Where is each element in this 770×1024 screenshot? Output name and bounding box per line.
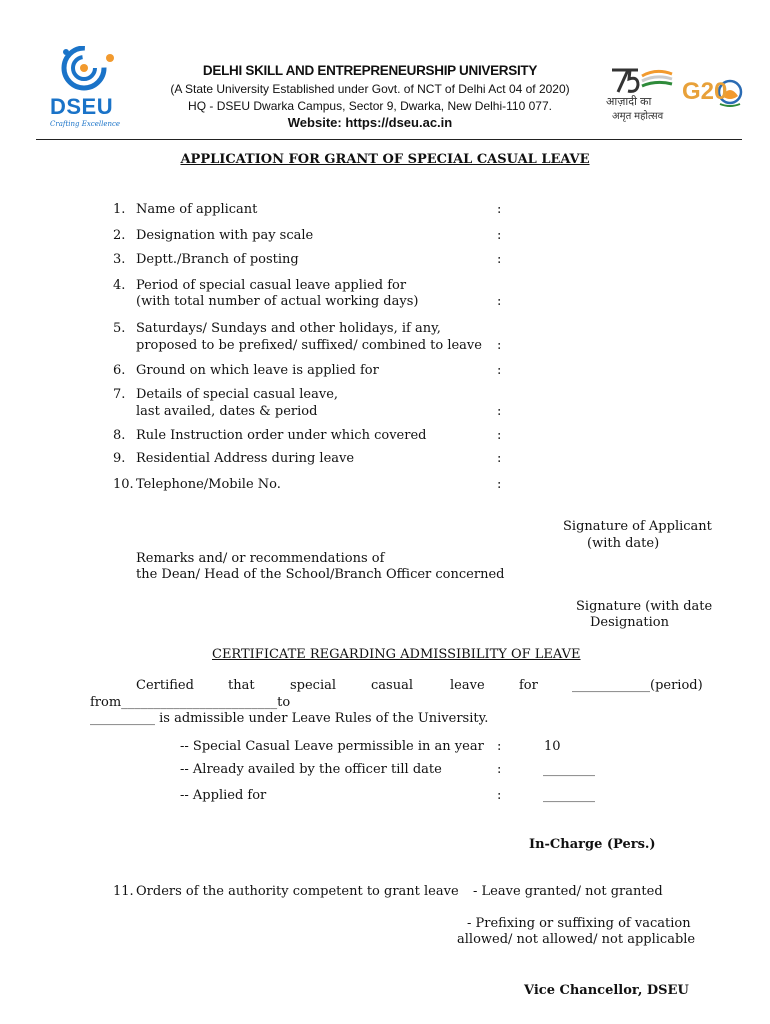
vice-chancellor-signatory: Vice Chancellor, DSEU bbox=[524, 983, 689, 998]
orders-label: Orders of the authority competent to grant leave bbox=[136, 884, 459, 899]
certificate-word: for bbox=[519, 678, 538, 693]
field-colon: : bbox=[497, 338, 502, 353]
field-number: 7. bbox=[113, 387, 126, 402]
dseu-emblem-icon bbox=[44, 46, 132, 96]
g20-wordmark: G20 bbox=[682, 78, 728, 105]
field-colon: : bbox=[497, 739, 502, 754]
field-label-rule: Rule Instruction order under which covered bbox=[136, 428, 427, 443]
certificate-row-label: -- Special Casual Leave permissible in an year bbox=[180, 739, 484, 754]
certificate-word: that bbox=[228, 678, 255, 693]
signature-applicant-date: (with date) bbox=[587, 536, 660, 551]
field-label-details-line-1: Details of special casual leave, bbox=[136, 387, 339, 402]
university-established: (A State University Established under Govt. of NCT of Delhi Act 04 of 2020) bbox=[170, 82, 570, 96]
dseu-logo bbox=[44, 46, 132, 132]
azadi-ka-amrit-mahotsav-logo bbox=[604, 66, 678, 122]
logo-wordmark: DSEU bbox=[50, 94, 114, 119]
azadi-line-2: अमृत महोत्सव bbox=[612, 111, 664, 122]
certificate-period-blank: ____________(period) bbox=[572, 678, 703, 693]
field-label-holidays-line-1: Saturdays/ Sundays and other holidays, if any, bbox=[136, 321, 441, 336]
field-number: 3. bbox=[113, 252, 126, 267]
certificate-row-label: -- Already availed by the officer till date bbox=[180, 762, 442, 777]
orders-option-granted: - Leave granted/ not granted bbox=[473, 884, 663, 899]
signature-officer-designation: Designation bbox=[590, 615, 669, 630]
signature-officer-label: Signature (with date bbox=[576, 599, 713, 614]
university-address: HQ - DSEU Dwarka Campus, Sector 9, Dwarka, New Delhi-110 077. bbox=[188, 99, 552, 113]
field-colon: : bbox=[497, 228, 502, 243]
field-number: 11. bbox=[113, 884, 134, 899]
field-colon: : bbox=[497, 363, 502, 378]
field-number: 9. bbox=[113, 451, 126, 466]
field-colon: : bbox=[497, 451, 502, 466]
university-website: Website: https://dseu.ac.in bbox=[287, 115, 453, 130]
field-colon: : bbox=[497, 252, 502, 267]
field-label-ground: Ground on which leave is applied for bbox=[136, 363, 379, 378]
form-title: APPLICATION FOR GRANT OF SPECIAL CASUAL LEAVE bbox=[180, 152, 590, 167]
field-label-telephone: Telephone/Mobile No. bbox=[136, 477, 281, 492]
certificate-word: casual bbox=[371, 678, 413, 693]
incharge-signatory: In-Charge (Pers.) bbox=[529, 837, 656, 852]
remarks-line-2: the Dean/ Head of the School/Branch Officer concerned bbox=[136, 567, 505, 582]
certificate-word: Certified bbox=[136, 678, 194, 693]
certificate-from-line: from________________________to bbox=[90, 695, 291, 710]
certificate-row-label: -- Applied for bbox=[180, 788, 267, 803]
field-label-branch: Deptt./Branch of posting bbox=[136, 252, 299, 267]
certificate-admissible-line: __________ is admissible under Leave Rules of the University. bbox=[90, 711, 489, 726]
remarks-line-1: Remarks and/ or recommendations of bbox=[136, 551, 385, 566]
field-label-details-line-2: last availed, dates & period bbox=[136, 404, 318, 419]
field-colon: : bbox=[497, 202, 502, 217]
header-divider bbox=[36, 139, 742, 140]
field-colon: : bbox=[497, 294, 502, 309]
field-label-designation: Designation with pay scale bbox=[136, 228, 314, 243]
field-number: 1. bbox=[113, 202, 126, 217]
certificate-word: leave bbox=[450, 678, 485, 693]
azadi-line-1: आज़ादी का bbox=[606, 96, 652, 108]
field-label-address: Residential Address during leave bbox=[136, 451, 355, 466]
field-colon: : bbox=[497, 788, 502, 803]
field-number: 2. bbox=[113, 228, 126, 243]
field-colon: : bbox=[497, 428, 502, 443]
field-label-period-line-2: (with total number of actual working days) bbox=[136, 294, 419, 309]
field-colon: : bbox=[497, 762, 502, 777]
certificate-row-value: ________ bbox=[543, 762, 595, 777]
orders-option-prefix-line-2: allowed/ not allowed/ not applicable bbox=[457, 932, 696, 947]
signature-applicant-label: Signature of Applicant bbox=[563, 519, 712, 534]
field-label-holidays-line-2: proposed to be prefixed/ suffixed/ combined to leave bbox=[136, 338, 482, 353]
university-name: DELHI SKILL AND ENTREPRENEURSHIP UNIVERSITY bbox=[202, 63, 538, 78]
certificate-title: CERTIFICATE REGARDING ADMISSIBILITY OF LEAVE bbox=[212, 647, 581, 662]
g20-logo bbox=[682, 76, 744, 120]
field-number: 4. bbox=[113, 278, 126, 293]
field-number: 10. bbox=[113, 477, 134, 492]
certificate-row-value: 10 bbox=[544, 739, 561, 754]
field-number: 6. bbox=[113, 363, 126, 378]
seventy-five-icon bbox=[604, 66, 678, 96]
field-label-name: Name of applicant bbox=[136, 202, 258, 217]
certificate-row-value: ________ bbox=[543, 788, 595, 803]
certificate-word: special bbox=[290, 678, 337, 693]
logo-tagline: Crafting Excellence bbox=[50, 120, 121, 128]
field-number: 8. bbox=[113, 428, 126, 443]
field-colon: : bbox=[497, 477, 502, 492]
field-label-period-line-1: Period of special casual leave applied for bbox=[136, 278, 407, 293]
orders-option-prefix-line-1: - Prefixing or suffixing of vacation bbox=[467, 916, 691, 931]
field-colon: : bbox=[497, 404, 502, 419]
field-number: 5. bbox=[113, 321, 126, 336]
